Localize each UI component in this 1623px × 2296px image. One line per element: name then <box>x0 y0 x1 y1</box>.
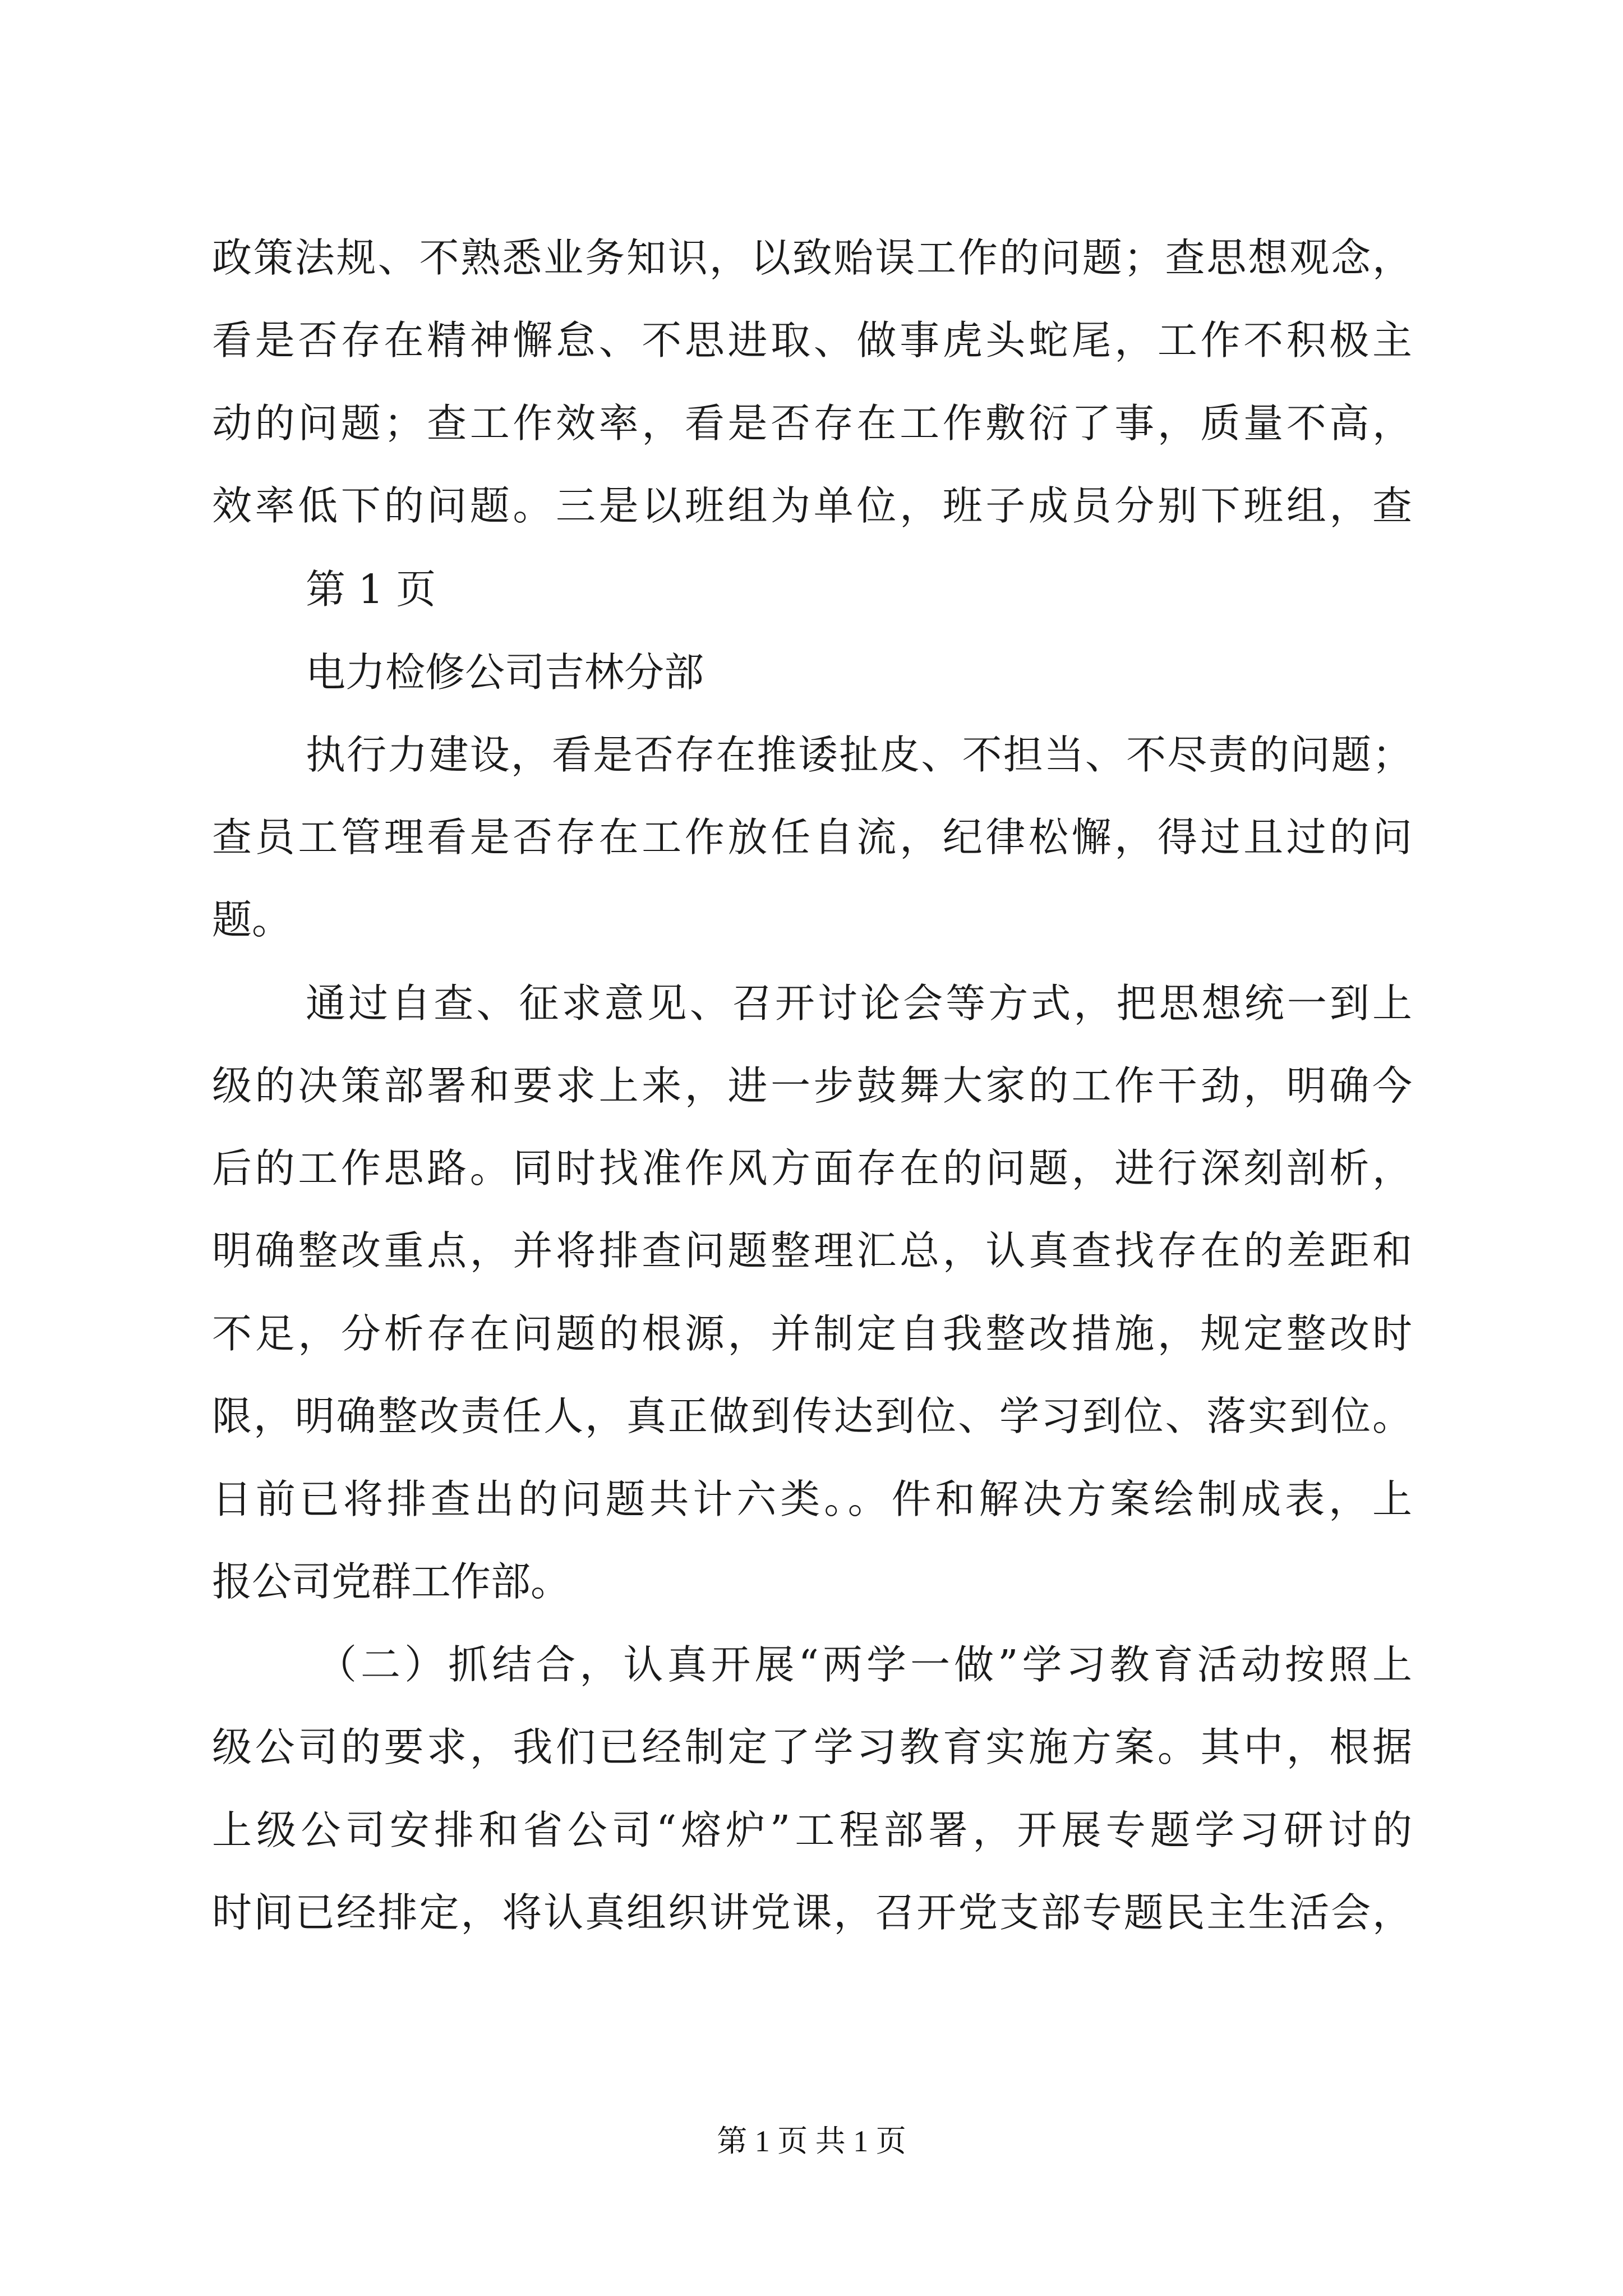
body-text-line: 看是否存在精神懈怠、不思进取、做事虎头蛇尾，工作不积极主 <box>212 317 1412 364</box>
body-text-line: 级公司的要求，我们已经制定了学习教育实施方案。其中，根据 <box>212 1724 1412 1770</box>
body-text-line: 查员工管理看是否存在工作放任自流，纪律松懈，得过且过的问 <box>212 814 1412 861</box>
page-marker: 第 1 页 <box>306 566 436 613</box>
body-text-line: 政策法规、不熟悉业务知识，以致贻误工作的问题；查思想观念， <box>212 234 1412 281</box>
body-text-line: 报公司党群工作部。 <box>212 1558 571 1605</box>
body-text-line: 动的问题；查工作效率，看是否存在工作敷衍了事，质量不高， <box>212 400 1412 447</box>
body-text-line: 级的决策部署和要求上来，进一步鼓舞大家的工作干劲，明确今 <box>212 1062 1412 1109</box>
body-text-line: 时间已经排定，将认真组织讲党课，召开党支部专题民主生活会， <box>212 1889 1412 1936</box>
body-text-line: 限，明确整改责任人，真正做到传达到位、学习到位、落实到位。 <box>212 1393 1412 1439</box>
body-text-line: （二）抓结合，认真开展“两学一做”学习教育活动按照上 <box>317 1641 1412 1688</box>
body-text-line: 上级公司安排和省公司“熔炉”工程部署，开展专题学习研讨的 <box>212 1807 1412 1853</box>
body-text-line: 后的工作思路。同时找准作风方面存在的问题，进行深刻剖析， <box>212 1145 1412 1191</box>
body-text-line: 日前已将排查出的问题共计六类。。件和解决方案绘制成表，上 <box>212 1476 1412 1522</box>
page-footer: 第 1 页 共 1 页 <box>717 2124 906 2158</box>
body-text-line: 不足，分析存在问题的根源，并制定自我整改措施，规定整改时 <box>212 1310 1412 1357</box>
body-text-line: 明确整改重点，并将排查问题整理汇总，认真查找存在的差距和 <box>212 1227 1412 1274</box>
body-text-line: 题。 <box>212 896 292 943</box>
body-text-line: 通过自查、征求意见、召开讨论会等方式，把思想统一到上 <box>306 980 1412 1027</box>
body-text-line: 效率低下的问题。三是以班组为单位，班子成员分别下班组，查 <box>212 482 1412 529</box>
body-text-line: 执行力建设，看是否存在推诿扯皮、不担当、不尽责的问题； <box>306 731 1412 778</box>
section-heading: 电力检修公司吉林分部 <box>306 649 704 696</box>
